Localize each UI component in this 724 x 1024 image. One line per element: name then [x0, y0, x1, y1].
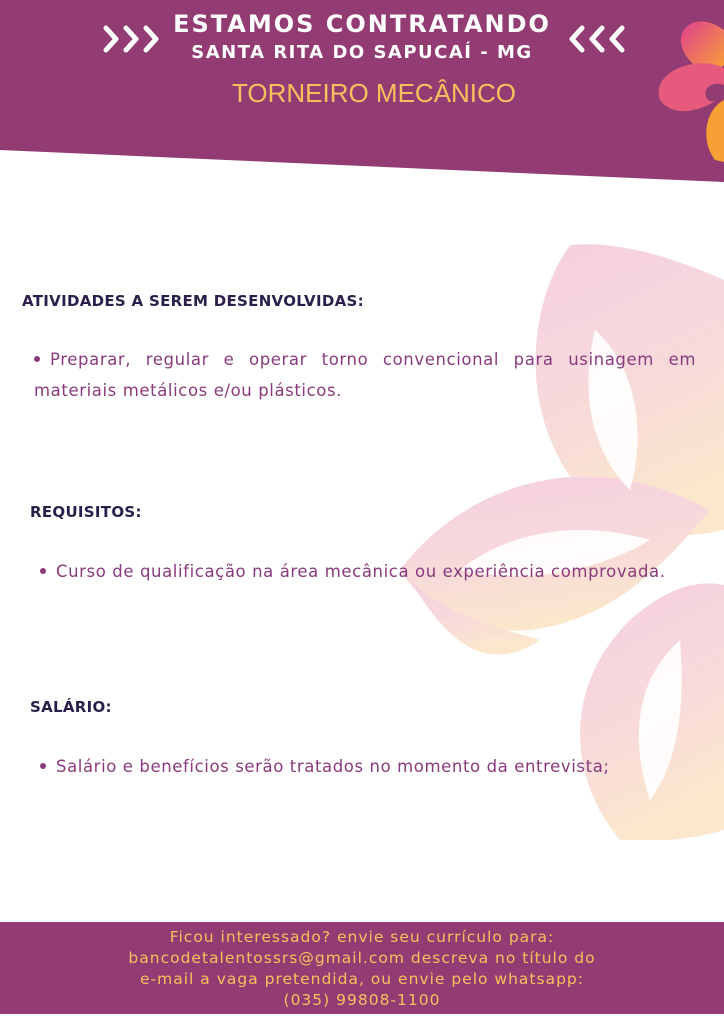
requirements-item-text: Curso de qualificação na área mecânica ou experiência comprovada.	[56, 562, 666, 581]
requirements-title: REQUISITOS:	[30, 503, 142, 521]
flower-watermark-icon	[380, 240, 724, 840]
requirements-item	[40, 556, 710, 587]
job-role-title: TORNEIRO MECÂNICO	[231, 78, 517, 108]
bullet-icon	[34, 356, 40, 362]
bullet-icon	[40, 763, 46, 769]
footer-line-1: Ficou interessado? envie seu currículo para:	[169, 928, 555, 946]
footer-line-email: bancodetalentossrs@gmail.com descreva no título do	[128, 949, 596, 967]
activities-item-text: Preparar, regular e operar torno convencional para usinagem em materiais metálicos e/ou plásticos.	[34, 350, 696, 400]
footer-line-3: e-mail a vaga pretendida, ou envie pelo whatsapp:	[140, 970, 584, 988]
salary-title: SALÁRIO:	[30, 698, 112, 716]
salary-item	[40, 751, 710, 782]
contact-footer	[0, 922, 724, 1014]
activities-title: ATIVIDADES A SEREM DESENVOLVIDAS:	[22, 292, 364, 310]
location-subtitle: SANTA RITA DO SAPUCAÍ - MG	[191, 42, 533, 63]
bullet-icon	[40, 568, 46, 574]
hiring-title: ESTAMOS CONTRATANDO	[173, 10, 551, 38]
footer-line-phone: (035) 99808-1100	[283, 991, 441, 1009]
activities-item	[34, 344, 696, 406]
salary-item-text: Salário e benefícios serão tratados no momento da entrevista;	[56, 757, 610, 776]
